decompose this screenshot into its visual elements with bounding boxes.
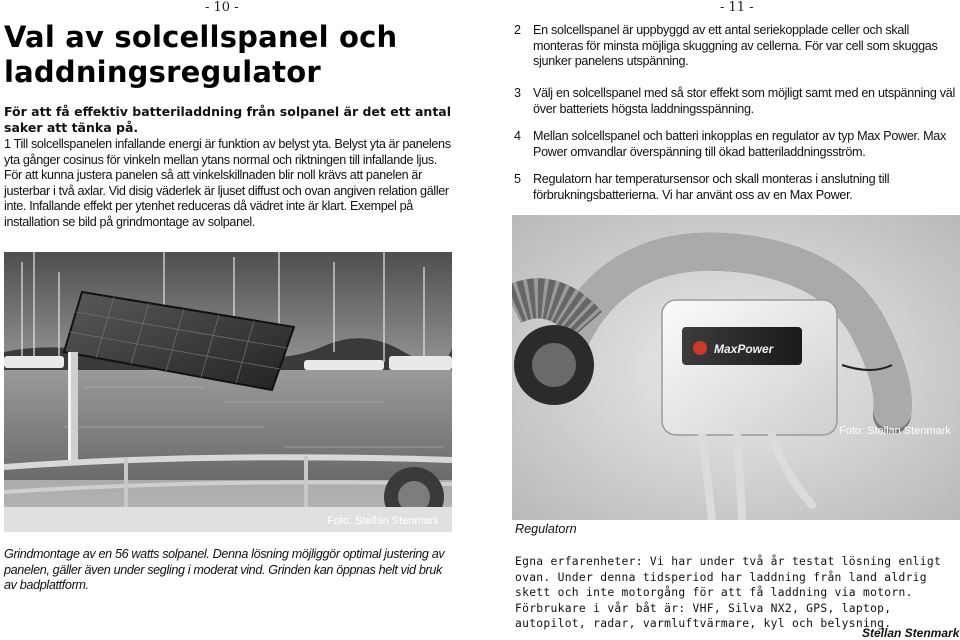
list-item-number: 4 <box>514 129 521 143</box>
list-item-text: Regulatorn har temperatursensor och skall monteras i anslutning till förbrukningsbatterierna. Vi har använt oss av en Max Power. <box>533 172 890 202</box>
paragraph-point-1: 1 Till solcellspanelen infallande energi är funktion av belyst yta. Belyst yta är panelens yta gånger cosinus för vinkeln mellan ytans normal och riktningen till infallande ljus. För att kunna justera panelen så att vinkelskillnaden blir noll krävs att panelen är justerbar i två axlar. Vid disig väderlek är ljuset diffust och ovan angiven relation gäller inte. Infallande effekt per ytenhet reduceras då vädret inte är klart. Exempel på installation se bild på grindmontage av solpanel. <box>4 137 451 229</box>
regulator-brand-label: MaxPower <box>714 342 774 356</box>
list-item-number: 5 <box>514 172 521 186</box>
list-item-number: 2 <box>514 23 521 37</box>
photo-caption-right: Regulatorn <box>515 522 577 536</box>
article-title: Val av solcellspanel och laddningsregulator <box>4 20 398 89</box>
list-item <box>514 129 960 160</box>
photo-caption-left: Grindmontage av en 56 watts solpanel. Denna lösning möjliggör optimal justering av panelen, gäller även under segling i moderat vind. Grinden kan öppnas helt vid bruk av badplattform. <box>4 547 445 592</box>
list-item-text: Välj en solcellspanel med så stor effekt som möjligt samt med en utspänning väl över batteriets högsta laddningsspänning. <box>533 86 955 116</box>
experience-paragraph: Egna erfarenheter: Vi har under två år testat lösning enligt ovan. Under denna tidsperiod har laddning från land aldrig skett och inte motorgång för att få laddning via motorn. Förbrukare i vår båt är: VHF, Silva NX2, GPS, laptop, autopilot, radar, varmluftvärmare, kyl och belysning. <box>515 555 942 630</box>
list-item-number: 3 <box>514 86 521 100</box>
photo-credit: Foto: Stellan Stenmark <box>839 425 951 437</box>
author-name: Stellan Stenmark <box>862 626 960 640</box>
page-number-left: - 10 - <box>205 0 239 15</box>
list-item <box>514 172 960 203</box>
list-item <box>514 86 960 117</box>
article-lead: För att få effektiv batteriladdning från solpanel är det ett antal saker att tänka på. <box>4 104 452 135</box>
page-number-right: - 11 - <box>720 0 754 15</box>
solar-panel-photo <box>4 252 452 532</box>
list-item-text: Mellan solcellspanel och batteri inkopplas en regulator av typ Max Power. Max Power omvandlar överspänning till ökad batteriladdningsström. <box>533 129 947 159</box>
photo-credit: Foto: Stellan Stenmark <box>327 515 439 527</box>
list-item-text: En solcellspanel är uppbyggd av ett antal seriekopplade celler och skall monteras för minsta möjliga skuggning av cellerna. För var cell som skuggas sjunker panelens utspänning. <box>533 23 938 68</box>
list-item <box>514 23 960 70</box>
regulator-photo <box>512 215 960 520</box>
